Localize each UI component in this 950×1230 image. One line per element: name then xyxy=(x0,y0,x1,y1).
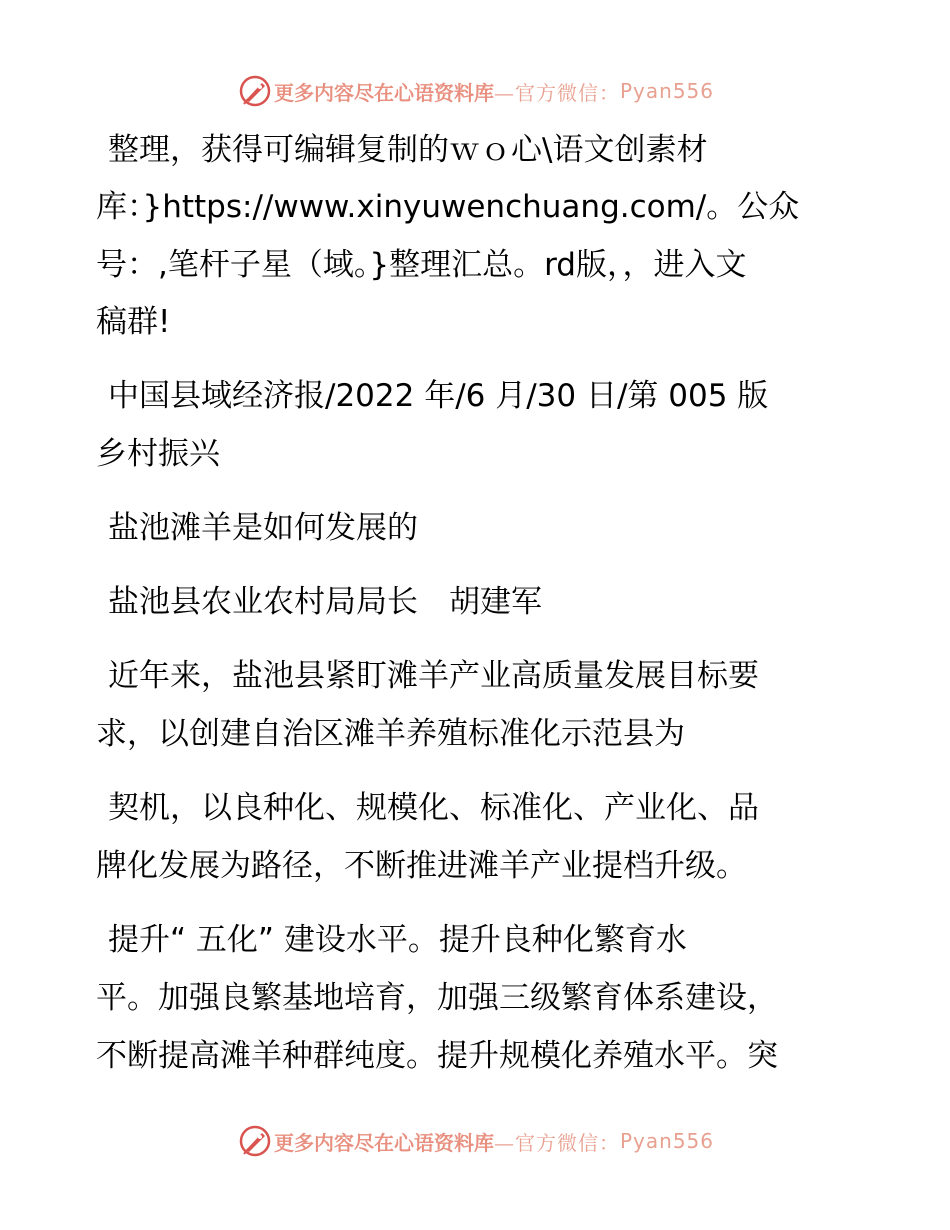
paragraph-3-line-1: 提升“ 五化” 建设水平。提升良种化繁育水 xyxy=(108,922,687,958)
banner-wechat-id: Pyan556 xyxy=(620,1129,715,1153)
footer-banner xyxy=(238,1124,714,1158)
quill-pen-logo-icon xyxy=(238,1124,272,1158)
banner-official-text: —官方微信： xyxy=(494,1130,620,1155)
paragraph-1-line-2: 求，以创建自治区滩羊养殖标准化示范县为 xyxy=(96,716,685,752)
header-banner xyxy=(238,74,714,108)
banner-official-text: —官方微信： xyxy=(494,80,620,105)
paragraph-2-line-1: 契机，以良种化、规模化、标准化、产业化、品 xyxy=(108,790,759,826)
intro-line-1: 整理，获得可编辑复制的ｗｏ心\语文创素材 xyxy=(108,132,708,168)
source-line-2: 乡村振兴 xyxy=(96,436,220,472)
intro-line-3: 号：,笔杆子星（域。}整理汇总。rd版，，进入文 xyxy=(96,247,747,283)
banner-wechat-id: Pyan556 xyxy=(620,79,715,103)
article-author: 盐池县农业农村局局长 胡建军 xyxy=(108,584,542,620)
paragraph-3-line-3: 不断提高滩羊种群纯度。提升规模化养殖水平。突 xyxy=(96,1038,778,1074)
paragraph-2-line-2: 牌化发展为路径，不断推进滩羊产业提档升级。 xyxy=(96,848,747,884)
banner-site-text: 更多内容尽在心语资料库 xyxy=(274,1130,494,1155)
source-line-1: 中国县域经济报/2022 年/6 月/30 日/第 005 版 xyxy=(108,378,769,414)
intro-line-4: 稿群! xyxy=(96,304,171,340)
intro-line-2: 库：}https://www.xinyuwenchuang.com/。公众 xyxy=(96,189,800,225)
article-title: 盐池滩羊是如何发展的 xyxy=(108,510,418,546)
quill-pen-logo-icon xyxy=(238,74,272,108)
paragraph-3-line-2: 平。加强良繁基地培育，加强三级繁育体系建设， xyxy=(96,980,778,1016)
paragraph-1-line-1: 近年来，盐池县紧盯滩羊产业高质量发展目标要 xyxy=(108,658,759,694)
banner-site-text: 更多内容尽在心语资料库 xyxy=(274,80,494,105)
